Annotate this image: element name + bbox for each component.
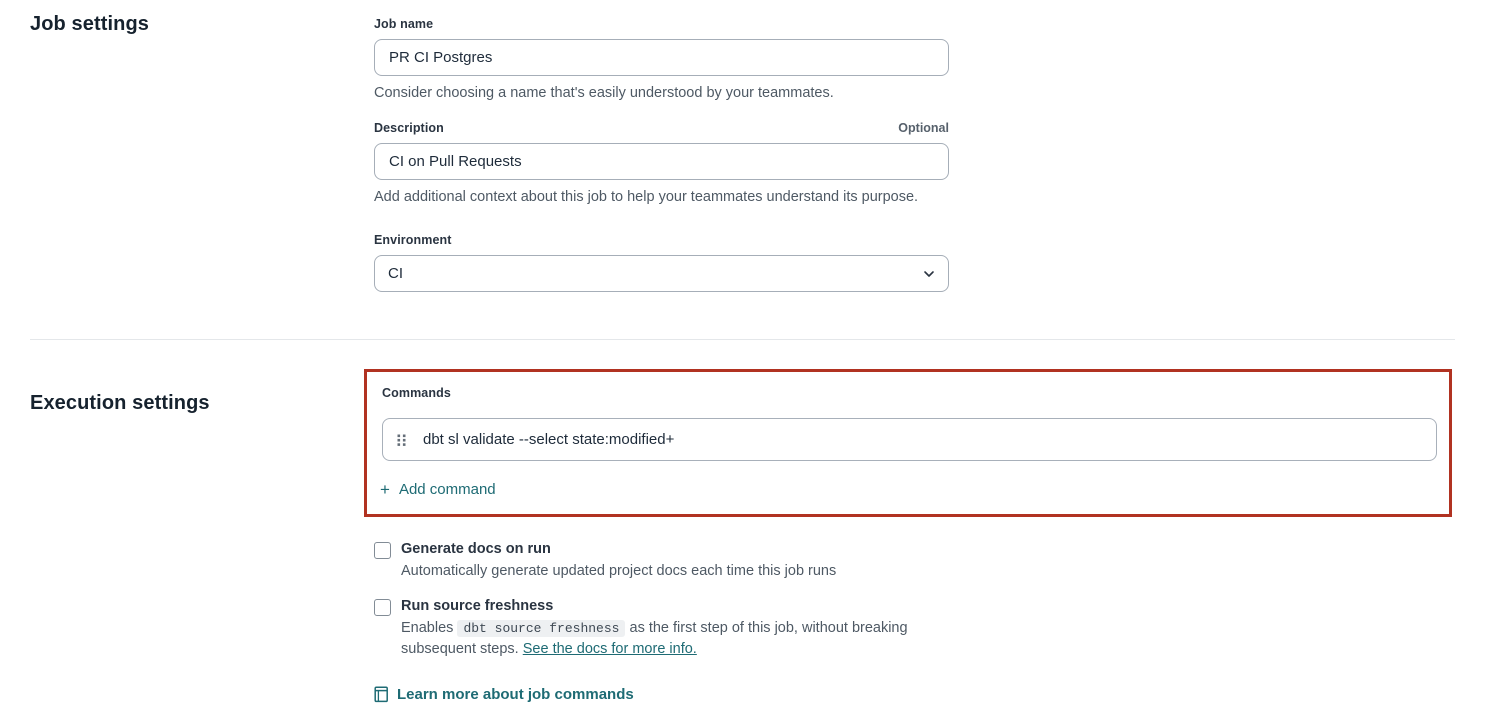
add-command-button[interactable]: [380, 481, 496, 498]
plus-icon: +: [380, 480, 390, 499]
execution-settings-section: [30, 369, 1455, 708]
description-optional-tag: Optional: [898, 121, 949, 135]
job-name-helper: Consider choosing a name that's easily understood by your teammates.: [374, 85, 834, 101]
execution-settings-heading: Execution settings: [30, 392, 210, 414]
freshness-docs-link[interactable]: See the docs for more info.: [522, 641, 697, 657]
job-settings-heading: Job settings: [30, 13, 149, 35]
freshness-desc-prefix: Enables: [401, 620, 454, 636]
commands-label: Commands: [382, 386, 451, 400]
learn-more-label: Learn more about job commands: [397, 686, 634, 703]
book-icon: [374, 686, 389, 703]
drag-handle-icon[interactable]: [397, 433, 406, 447]
command-row: [382, 418, 1437, 461]
source-freshness-checkbox[interactable]: [374, 599, 391, 616]
commands-highlight-box: [364, 369, 1452, 517]
environment-selected-value: CI: [388, 265, 403, 282]
freshness-code-chip: dbt source freshness: [457, 620, 625, 637]
freshness-desc-middle: as the first step of this job, without breaking subsequent steps.: [401, 620, 908, 657]
generate-docs-label[interactable]: Generate docs on run: [401, 541, 551, 557]
source-freshness-option: [374, 598, 1455, 659]
description-input[interactable]: [374, 143, 949, 180]
job-name-input[interactable]: [374, 39, 949, 76]
section-divider: [30, 339, 1455, 340]
generate-docs-description: Automatically generate updated project docs each time this job runs: [401, 563, 837, 579]
environment-label: Environment: [374, 233, 452, 247]
add-command-label: Add command: [398, 481, 496, 498]
generate-docs-checkbox[interactable]: [374, 542, 391, 559]
job-settings-section: [30, 0, 1455, 292]
source-freshness-description: [401, 618, 941, 659]
learn-more-link[interactable]: [374, 686, 634, 703]
description-label: Description: [374, 121, 444, 135]
generate-docs-option: [374, 541, 1455, 581]
job-name-label: Job name: [374, 17, 434, 31]
command-input[interactable]: [423, 431, 1422, 448]
description-helper: Add additional context about this job to help your teammates understand its purpose.: [374, 189, 919, 205]
chevron-down-icon: [923, 270, 935, 278]
source-freshness-label[interactable]: Run source freshness: [401, 598, 554, 614]
environment-select[interactable]: [374, 255, 949, 292]
